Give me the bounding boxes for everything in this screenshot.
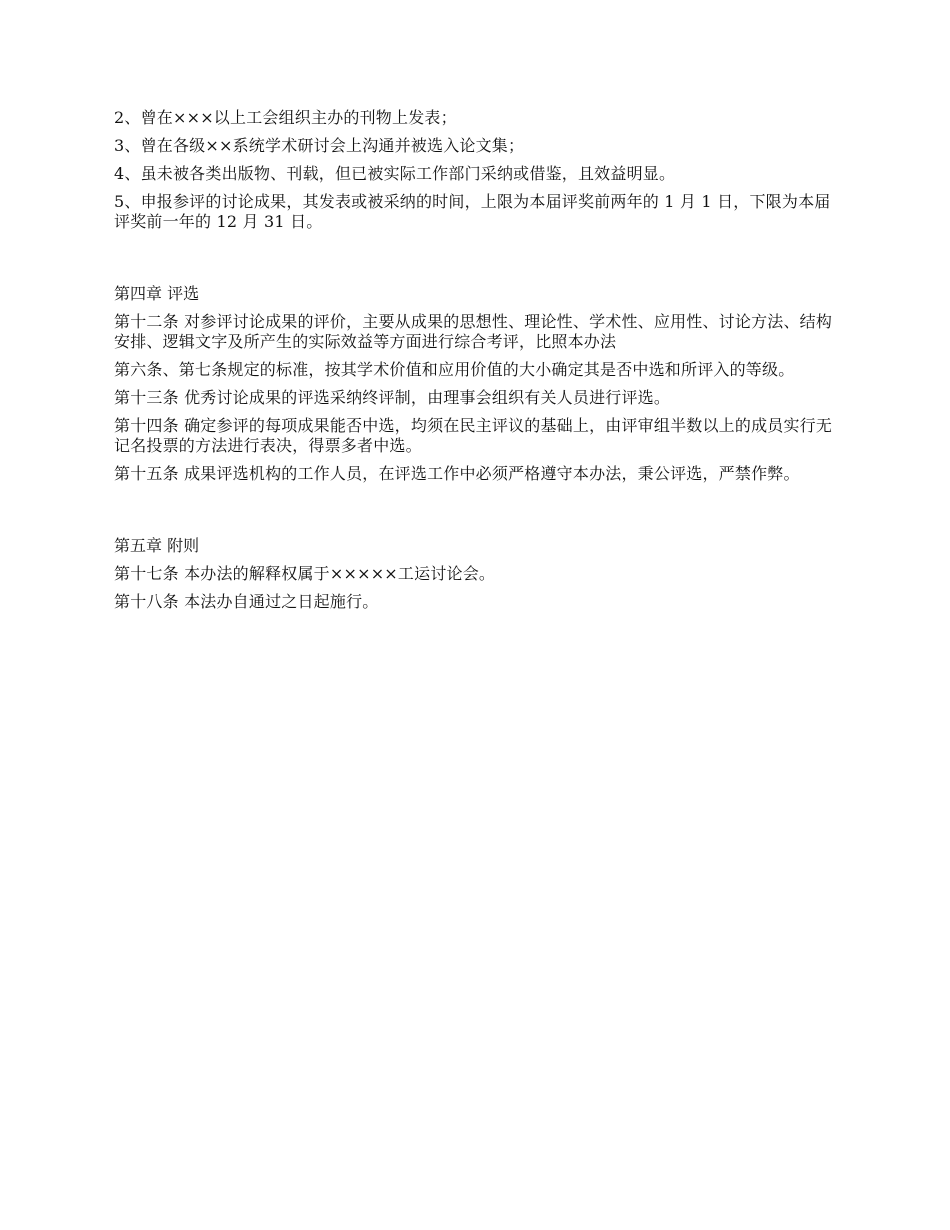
article-paragraph: 第十三条 优秀讨论成果的评选采纳终评制，由理事会组织有关人员进行评选。 bbox=[114, 388, 671, 407]
article-paragraph: 第六条、第七条规定的标准，按其学术价值和应用价值的大小确定其是否中选和所评入的等级。 bbox=[114, 360, 795, 379]
list-item: 3、曾在各级××系统学术研讨会上沟通并被选入论文集； bbox=[114, 136, 525, 155]
section-gap bbox=[114, 240, 844, 284]
article-paragraph: 第十七条 本办法的解释权属于×××××工运讨论会。 bbox=[114, 564, 496, 583]
list-item: 5、申报参评的讨论成果，其发表或被采纳的时间，上限为本届评奖前两年的 1 月 1 日，下限为本届评奖前一年的 12 月 31 日。 bbox=[114, 192, 831, 231]
chapter-heading: 第四章 评选 bbox=[114, 284, 200, 303]
article-paragraph: 第十五条 成果评选机构的工作人员，在评选工作中必须严格遵守本办法，秉公评选，严禁作弊。 bbox=[114, 464, 800, 483]
section-gap bbox=[114, 492, 844, 536]
list-item: 2、曾在×××以上工会组织主办的刊物上发表； bbox=[114, 108, 457, 127]
list-item: 4、虽未被各类出版物、刊载，但已被实际工作部门采纳或借鉴，且效益明显。 bbox=[114, 164, 676, 183]
document-page bbox=[114, 108, 844, 620]
article-paragraph: 第十八条 本法办自通过之日起施行。 bbox=[114, 592, 379, 611]
article-paragraph: 第十二条 对参评讨论成果的评价，主要从成果的思想性、理论性、学术性、应用性、讨论方法、结构安排、逻辑文字及所产生的实际效益等方面进行综合考评，比照本办法 bbox=[114, 312, 833, 351]
article-paragraph: 第十四条 确定参评的每项成果能否中选，均须在民主评议的基础上，由评审组半数以上的成员实行无记名投票的方法进行表决，得票多者中选。 bbox=[114, 416, 833, 455]
chapter-heading: 第五章 附则 bbox=[114, 536, 200, 555]
